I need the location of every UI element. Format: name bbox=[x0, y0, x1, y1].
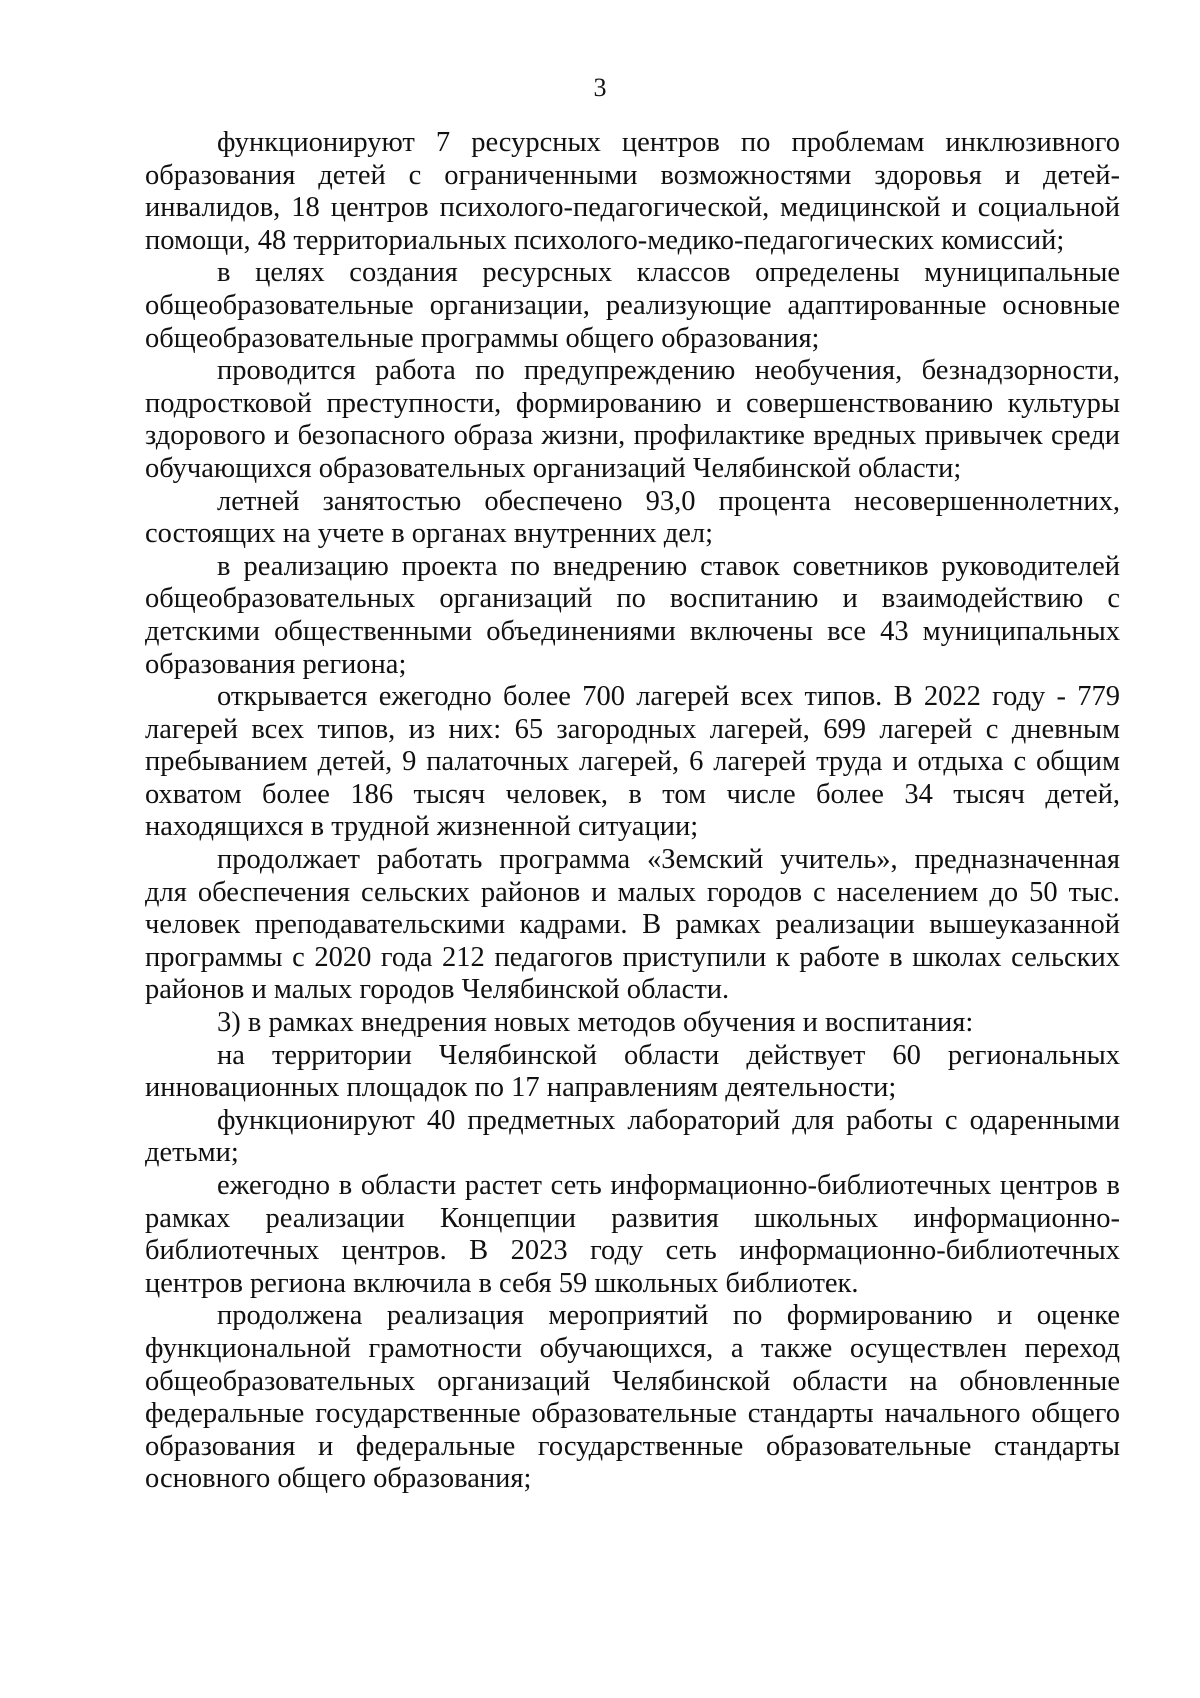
paragraph-library-centers: ежегодно в области растет сеть информационно-библиотечных центров в рамках реализации Концепции развития школьных информационно-библиотечных центров. В 2023 году сеть информационно-библиотечных центров региона включила в себя 59 школьных библиотек. bbox=[145, 1170, 1120, 1299]
paragraph-prevention-work: проводится работа по предупреждению необучения, безнадзорности, подростковой преступности, формированию и совершенствованию культуры здорового и безопасного образа жизни, профилактике вредных привычек среди обучающихся образовательных организаций Челябинской области; bbox=[145, 355, 1120, 484]
paragraph-resource-centers: функционируют 7 ресурсных центров по проблемам инклюзивного образования детей с ограниченными возможностями здоровья и детей-инвалидов, 18 центров психолого-педагогической, медицинской и социальной помощи, 48 территориальных психолого-медико-педагогических комиссий; bbox=[145, 127, 1120, 256]
document-body bbox=[145, 127, 1120, 1496]
paragraph-summer-employment: летней занятостью обеспечено 93,0 процента несовершеннолетних, состоящих на учете в органах внутренних дел; bbox=[145, 485, 1120, 550]
paragraph-subject-labs: функционируют 40 предметных лабораторий для работы с одаренными детьми; bbox=[145, 1104, 1120, 1169]
paragraph-new-methods-heading: 3) в рамках внедрения новых методов обучения и воспитания: bbox=[217, 1007, 974, 1039]
paragraph-camps: открывается ежегодно более 700 лагерей всех типов. В 2022 году - 779 лагерей всех типов, из них: 65 загородных лагерей, 699 лагерей с дневным пребыванием детей, 9 палаточных лагерей, 6 лагерей труда и отдыха с общим охватом более 186 тысяч человек, в том числе более 34 тысяч детей, находящихся в трудной жизненной ситуации; bbox=[145, 681, 1120, 843]
paragraph-functional-literacy: продолжена реализация мероприятий по формированию и оценке функциональной грамотности обучающихся, а также осуществлен переход общеобразовательных организаций Челябинской области на обновленные федеральные государственные образовательные стандарты начального общего образования и федеральные государственные образовательные стандарты основного общего образования; bbox=[145, 1300, 1120, 1495]
paragraph-advisors-project: в реализацию проекта по внедрению ставок советников руководителей общеобразовательных организаций по воспитанию и взаимодействию с детскими общественными объединениями включены все 43 муниципальных образования региона; bbox=[145, 550, 1120, 680]
paragraph-resource-classes: в целях создания ресурсных классов определены муниципальные общеобразовательные организации, реализующие адаптированные основные общеобразовательные программы общего образования; bbox=[145, 257, 1120, 354]
paragraph-innovation-sites: на территории Челябинской области действует 60 региональных инновационных площадок по 17 направлениям деятельности; bbox=[145, 1039, 1120, 1104]
paragraph-zemsky-teacher: продолжает работать программа «Земский учитель», предназначенная для обеспечения сельских районов и малых городов с населением до 50 тыс. человек преподавательскими кадрами. В рамках реализации вышеуказанной программы с 2020 года 212 педагогов приступили к работе в школах сельских районов и малых городов Челябинской области. bbox=[145, 844, 1120, 1006]
page-number: 3 bbox=[593, 73, 607, 102]
